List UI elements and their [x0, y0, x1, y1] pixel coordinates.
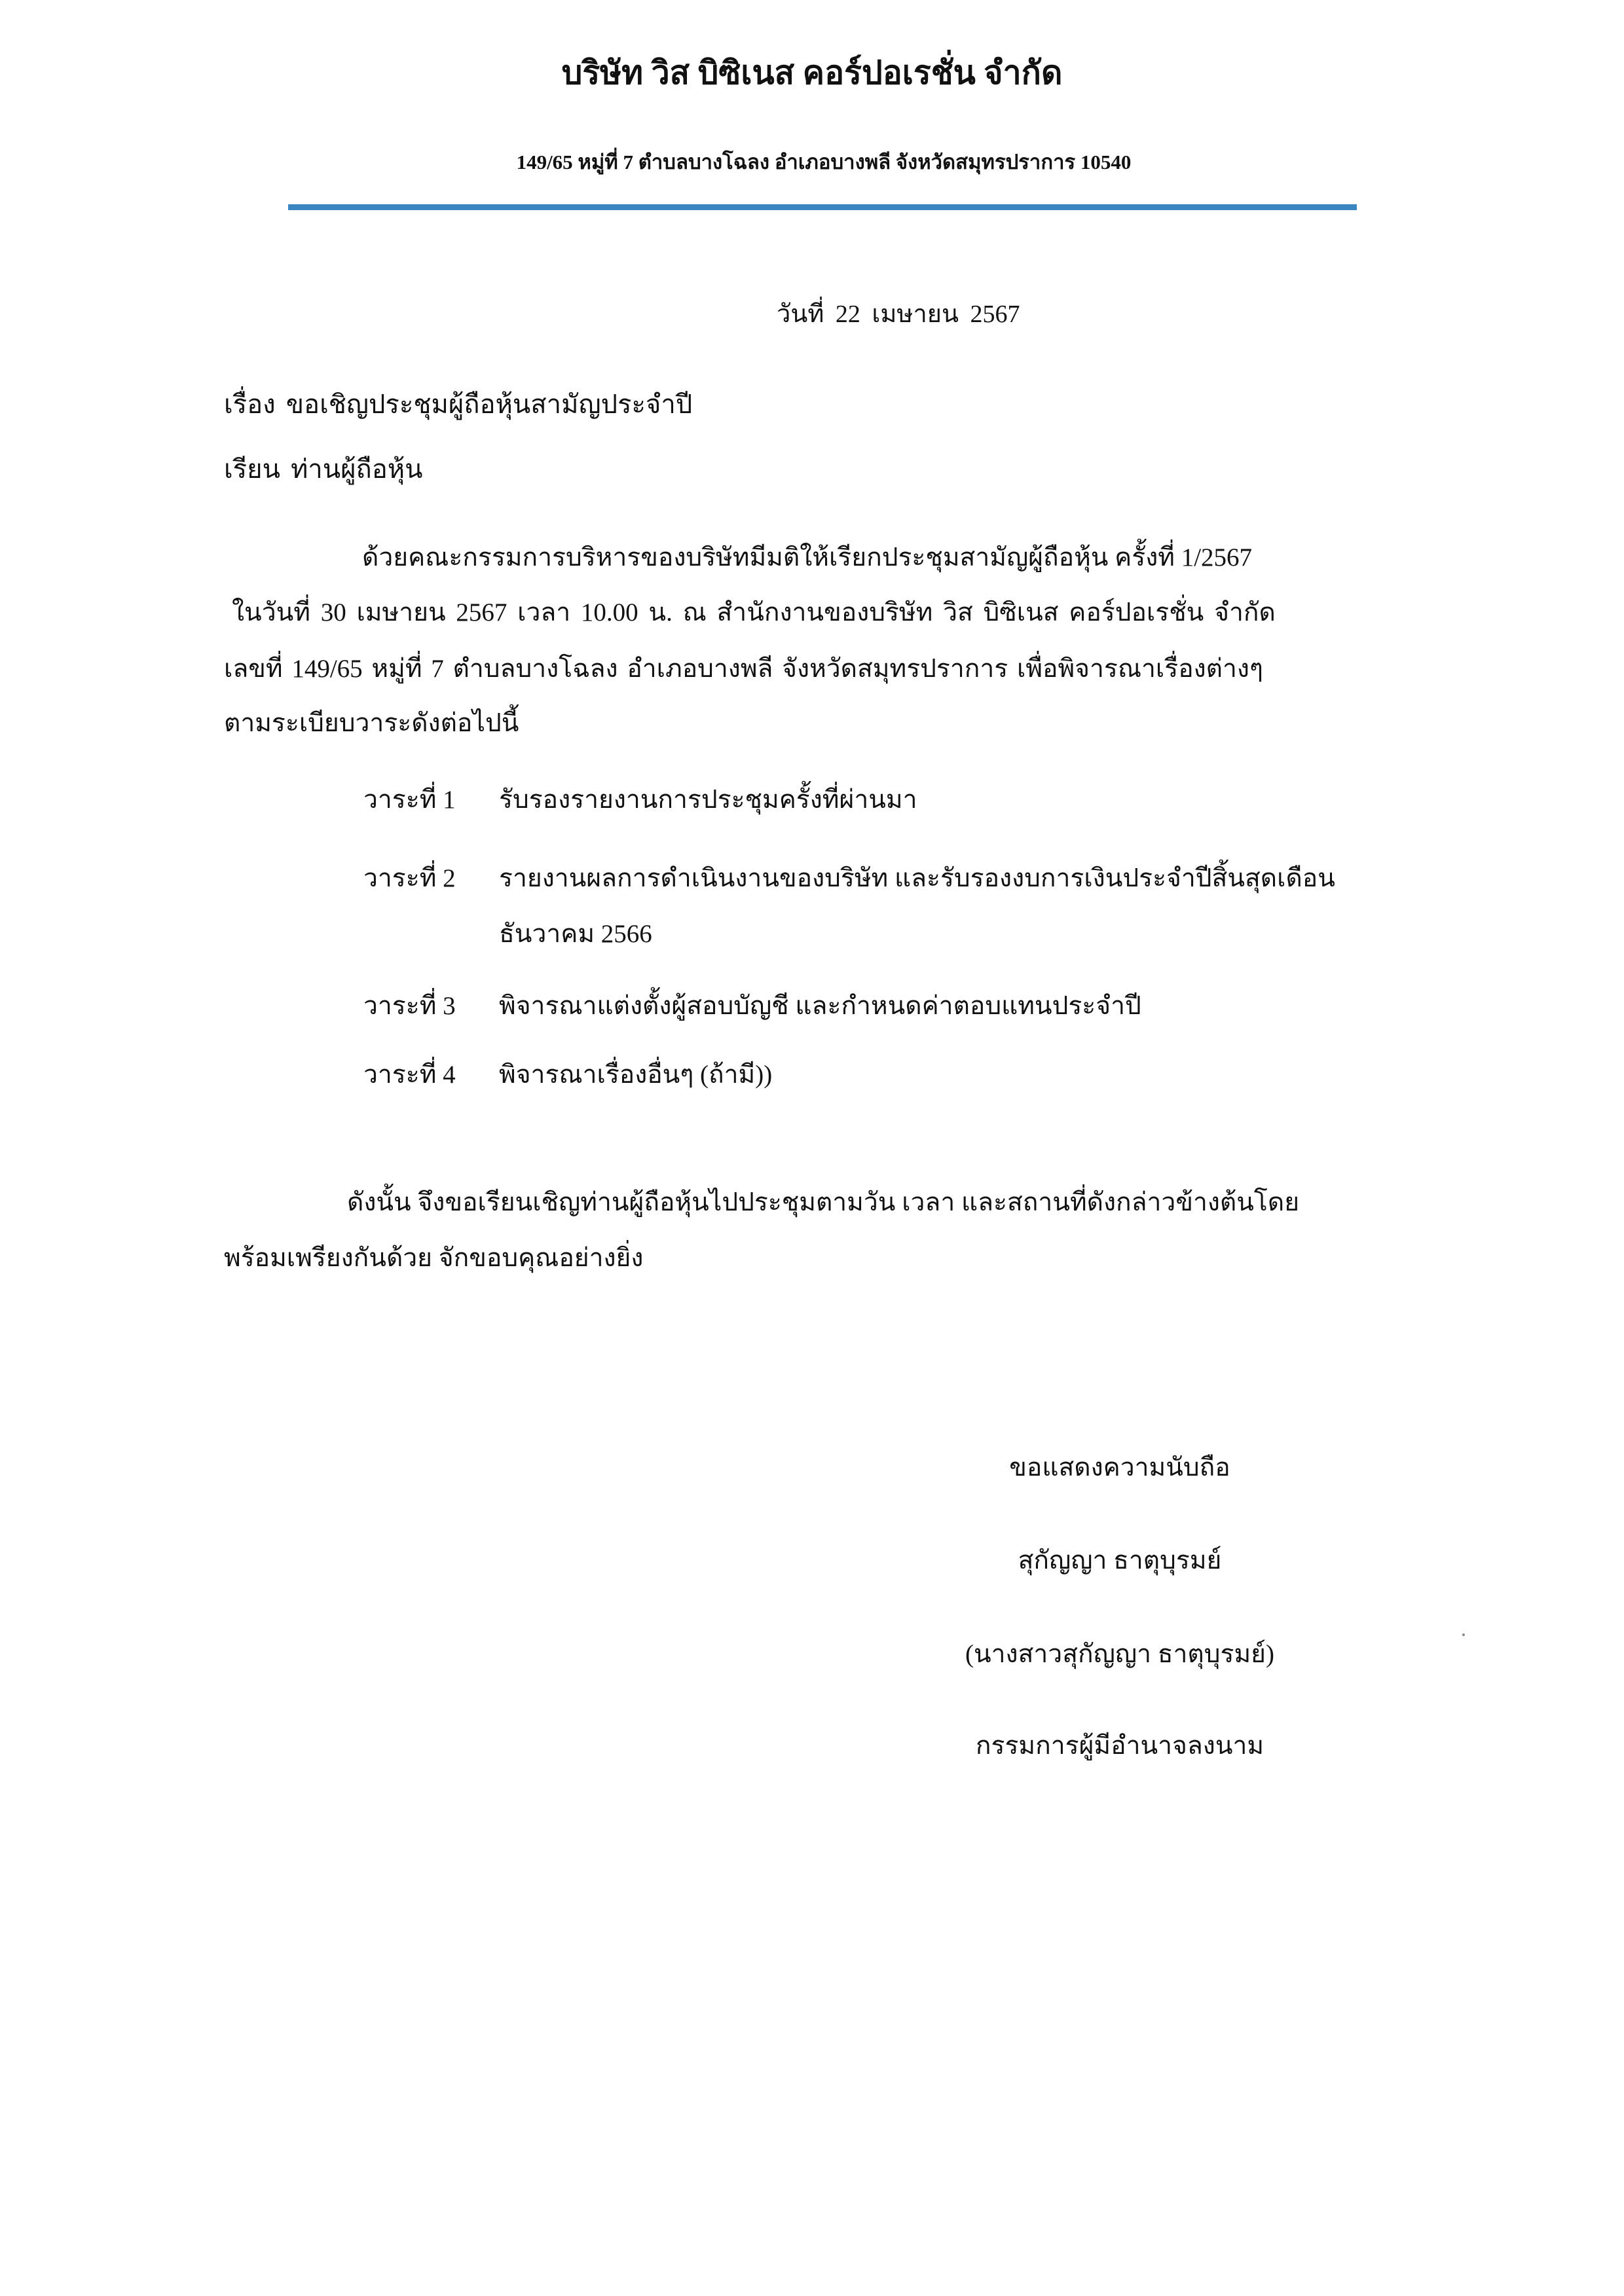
body-line: ด้วยคณะกรรมการบริหารของบริษัทมีมติให้เรียกประชุมสามัญผู้ถือหุ้น ครั้งที่ 1/2567 — [362, 543, 1253, 572]
letter-subject: เรื่อง ขอเชิญประชุมผู้ถือหุ้นสามัญประจำปี — [224, 390, 693, 419]
agenda-text: พิจารณาเรื่องอื่นๆ (ถ้ามี)) — [499, 1061, 773, 1089]
agenda-text-continued: ธันวาคม 2566 — [499, 920, 652, 948]
agenda-text: พิจารณาแต่งตั้งผู้สอบบัญชี และกำหนดค่าตอบแทนประจำปี — [499, 992, 1141, 1020]
letter-salutation: เรียน ท่านผู้ถือหุ้น — [224, 454, 423, 484]
agenda-label: วาระที่ 3 — [363, 992, 456, 1020]
header-divider — [288, 204, 1357, 210]
letter-date: วันที่ 22 เมษายน 2567 — [777, 301, 1020, 328]
body-line: เลขที่ 149/65 หมู่ที่ 7 ตำบลบางโฉลง อำเภอบางพลี จังหวัดสมุทรปราการ เพื่อพิจารณาเรื่องต่างๆ — [224, 655, 1263, 683]
signature-title: กรรมการผู้มีอำนาจลงนาม — [975, 1732, 1264, 1760]
agenda-text: รายงานผลการดำเนินงานของบริษัท และรับรองงบการเงินประจำปีสิ้นสุดเดือน — [499, 864, 1335, 892]
scan-speck — [1462, 1633, 1465, 1636]
signature-full-name: (นางสาวสุกัญญา ธาตุบุรมย์) — [965, 1640, 1274, 1668]
company-address: 149/65 หมู่ที่ 7 ตำบลบางโฉลง อำเภอบางพลี จังหวัดสมุทรปราการ 10540 — [516, 151, 1132, 173]
agenda-text: รับรองรายงานการประชุมครั้งที่ผ่านมา — [499, 786, 917, 814]
body-line: ตามระเบียบวาระดังต่อไปนี้ — [224, 709, 519, 737]
agenda-label: วาระที่ 2 — [363, 864, 456, 892]
agenda-label: วาระที่ 1 — [363, 786, 456, 814]
agenda-label: วาระที่ 4 — [363, 1061, 456, 1089]
signature-regards: ขอแสดงความนับถือ — [1009, 1453, 1230, 1482]
closing-line: พร้อมเพรียงกันด้วย จักขอบคุณอย่างยิ่ง — [224, 1244, 644, 1272]
signature-name: สุกัญญา ธาตุบุรมย์ — [1018, 1546, 1222, 1575]
closing-line: ดังนั้น จึงขอเรียนเชิญท่านผู้ถือหุ้นไปประชุมตามวัน เวลา และสถานที่ดังกล่าวข้างต้นโดย — [347, 1188, 1300, 1216]
company-name: บริษัท วิส บิซิเนส คอร์ปอเรชั่น จำกัด — [561, 54, 1063, 91]
body-line: ในวันที่ 30 เมษายน 2567 เวลา 10.00 น. ณ สำนักงานของบริษัท วิส บิซิเนส คอร์ปอเรชั่น จำกัด — [232, 598, 1276, 627]
